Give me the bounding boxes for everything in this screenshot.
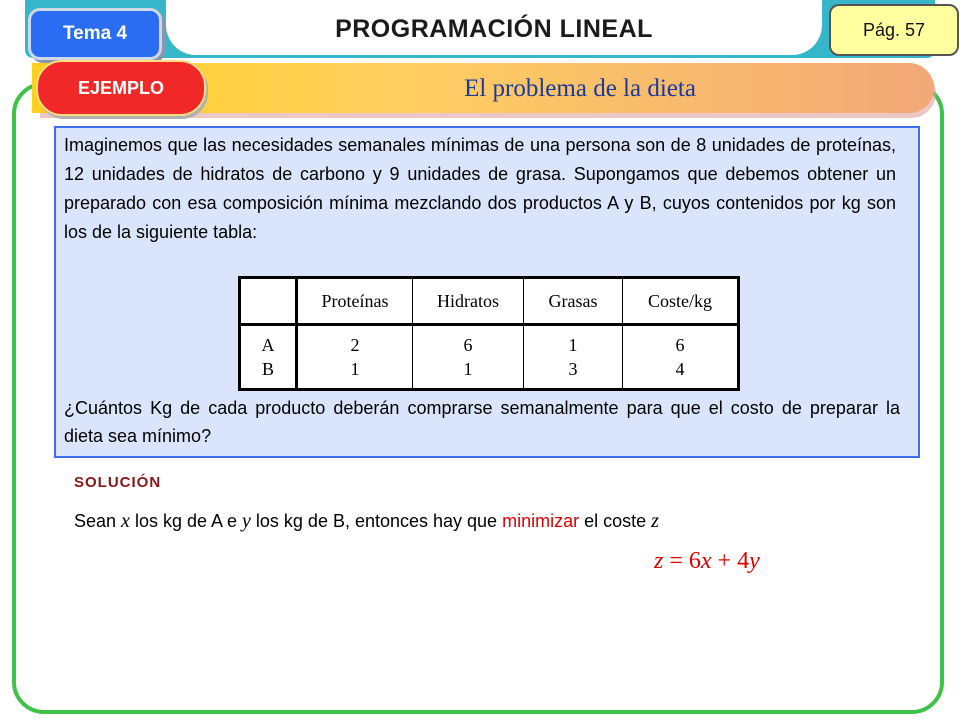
variable-z: z bbox=[651, 510, 659, 532]
table-cell-coste bbox=[623, 325, 739, 390]
solution-text: los kg de A e bbox=[129, 511, 243, 531]
table-header-cell bbox=[240, 278, 297, 325]
cell-value: 6 bbox=[463, 335, 473, 355]
table-header-cell: Proteínas bbox=[297, 278, 413, 325]
table-cell-grasas bbox=[524, 325, 623, 390]
cell-value: 6 bbox=[675, 335, 685, 355]
table-header-cell: Hidratos bbox=[413, 278, 524, 325]
cell-value: 3 bbox=[568, 359, 578, 379]
cell-value: A bbox=[261, 335, 275, 355]
problem-question: ¿Cuántos Kg de cada producto deberán comprarse semanalmente para que el costo de preparar la dieta sea mínimo? bbox=[64, 398, 900, 446]
formula-z: z bbox=[654, 548, 664, 574]
problem-statement: Imaginemos que las necesidades semanales mínimas de una persona son de 8 unidades de proteínas, 12 unidades de hidratos de carbono y 9 unidades de grasa. Supongamos que debemos obtener un preparado con esa composición mínima mezclando dos productos A y B, cuyos contenidos por kg son los de la siguiente tabla: bbox=[64, 135, 896, 242]
solution-label: SOLUCIÓN bbox=[74, 474, 162, 491]
cell-value: 1 bbox=[463, 359, 473, 379]
cell-value: 2 bbox=[350, 335, 360, 355]
variable-x: x bbox=[121, 510, 130, 532]
formula-y: y bbox=[749, 548, 760, 574]
table-header-row bbox=[240, 278, 739, 325]
table-cell-proteinas bbox=[297, 325, 413, 390]
cell-value: 4 bbox=[675, 359, 685, 379]
variable-y: y bbox=[242, 510, 251, 532]
table-cell-products bbox=[240, 325, 297, 390]
tema-tab: Tema 4 bbox=[28, 8, 162, 60]
table-row bbox=[240, 325, 739, 390]
formula-plus: + 4 bbox=[711, 548, 750, 574]
example-title: El problema de la dieta bbox=[464, 75, 696, 102]
solution-statement bbox=[74, 510, 894, 533]
cell-value: 1 bbox=[350, 359, 360, 379]
formula-x: x bbox=[700, 548, 712, 574]
objective-formula bbox=[654, 548, 760, 575]
example-badge: EJEMPLO bbox=[36, 60, 206, 116]
minimize-keyword: minimizar bbox=[502, 511, 580, 531]
table-header-cell: Grasas bbox=[524, 278, 623, 325]
table-cell-hidratos bbox=[413, 325, 524, 390]
solution-text: el coste bbox=[579, 511, 652, 531]
page-title: PROGRAMACIÓN LINEAL bbox=[166, 0, 822, 55]
nutrition-table bbox=[238, 276, 740, 391]
table-header-cell: Coste/kg bbox=[623, 278, 739, 325]
cell-value: 1 bbox=[568, 335, 578, 355]
solution-text: los kg de B, entonces hay que bbox=[250, 511, 503, 531]
page-number-tab: Pág. 57 bbox=[829, 4, 959, 56]
solution-text: Sean bbox=[74, 511, 122, 531]
cell-value: B bbox=[261, 359, 274, 379]
formula-eq: = 6 bbox=[663, 548, 701, 574]
